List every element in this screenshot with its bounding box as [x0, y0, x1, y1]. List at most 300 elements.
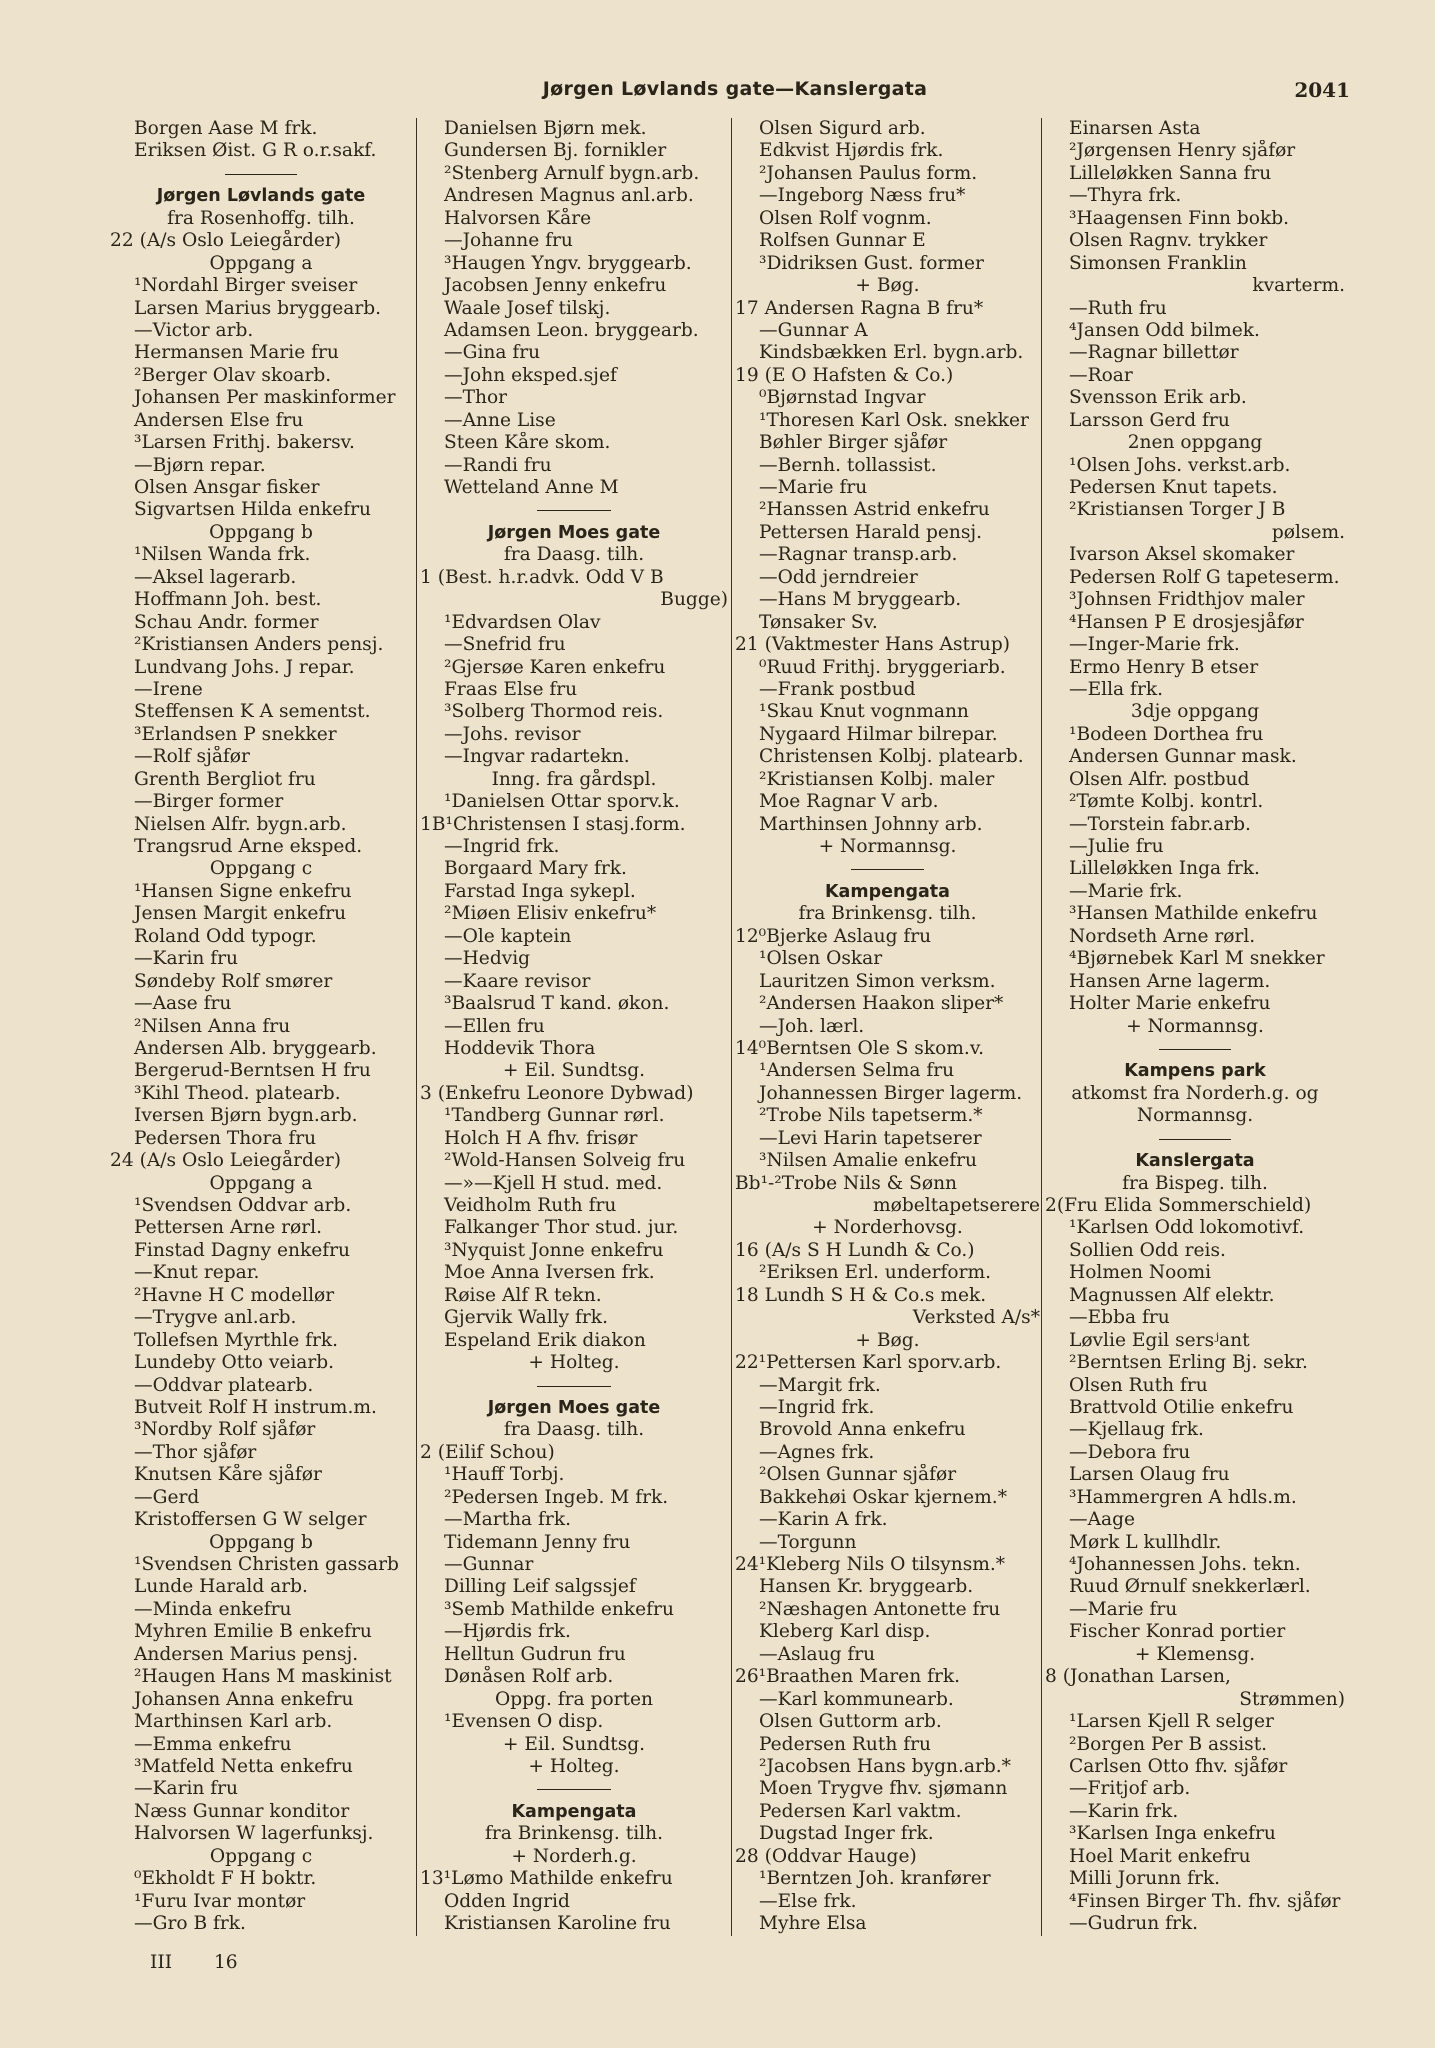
section-divider [420, 1778, 728, 1800]
directory-entry: ¹Hansen Signe enkefru [134, 880, 352, 902]
directory-entry: ²Pedersen Ingeb. M frk. [444, 1486, 669, 1508]
directory-entry: ²Jørgensen Henry sjåfør [1069, 140, 1296, 162]
directory-entry: ²Haugen Hans M maskinist [134, 1666, 392, 1688]
section-note: Oppgang b [209, 521, 313, 543]
directory-entry: kvarterm. [1252, 275, 1345, 297]
directory-entry: —Ragnar billettør [1069, 342, 1239, 364]
directory-entry: —Irene [134, 678, 203, 700]
directory-entry: —Ella frk. [1069, 678, 1164, 700]
directory-entry: ¹Berntzen Joh. kranfører [759, 1868, 991, 1890]
directory-entry: Bergerud-Berntsen H fru [134, 1060, 371, 1082]
directory-entry: Odden Ingrid [444, 1890, 570, 1912]
directory-entry: —Ellen fru [444, 1015, 545, 1037]
section-note: + Holteg. [528, 1755, 620, 1777]
directory-entry: —Ingrid frk. [444, 836, 560, 857]
directory-entry: Verksted A/s* [912, 1307, 1040, 1329]
directory-entry: —Karin fru [134, 1778, 239, 1800]
directory-entry: —Roar [1069, 364, 1133, 386]
directory-entry: —Odd jerndreier [759, 566, 918, 588]
directory-entry: Brovold Anna enkefru [759, 1419, 966, 1441]
directory-entry: —Marie frk. [1069, 880, 1183, 902]
directory-entry: ⁴Johannessen Johs. tekn. [1069, 1554, 1301, 1575]
directory-entry: ¹Tandberg Gunnar rørl. [444, 1105, 665, 1127]
directory-entry: Gundersen Bj. fornikler [444, 140, 667, 162]
directory-entry: —Torstein fabr.arb. [1069, 813, 1251, 835]
directory-entry: Brattvold Otilie enkefru [1069, 1396, 1294, 1418]
directory-entry: —Thor sjåfør [134, 1441, 257, 1463]
section-note: 3dje oppgang [1130, 701, 1260, 723]
directory-entry: ³Baalsrud T kand. økon. [444, 993, 670, 1015]
directory-entry: —John eksped.sjef [444, 364, 617, 386]
directory-entry: Marthinsen Johnny arb. [759, 813, 983, 835]
section-note: atkomst fra Norderh.g. og [1071, 1082, 1319, 1104]
directory-entry: Næss Gunnar konditor [134, 1800, 350, 1822]
directory-entry: Larsson Gerd fru [1069, 409, 1230, 431]
directory-entry: Pedersen Ruth fru [759, 1733, 931, 1755]
directory-entry: Johannessen Birger lagerm. [759, 1082, 1023, 1104]
directory-entry: 1B¹Christensen I stasj.form. [420, 813, 686, 835]
directory-entry: 18 Lundh S H & Co.s mek. [735, 1284, 987, 1306]
directory-entry: 22 (A/s Oslo Leiegårder) [110, 230, 342, 252]
directory-entry: pølsem. [1271, 521, 1345, 543]
section-note: + Norderhovsg. [812, 1217, 963, 1239]
directory-entry: ⁴Jansen Odd bilmek. [1069, 319, 1260, 341]
directory-entry: —Minda enkefru [134, 1598, 292, 1620]
directory-entry: Fischer Konrad portier [1069, 1621, 1286, 1643]
directory-entry: Marthinsen Karl arb. [134, 1711, 333, 1733]
directory-entry: —Bernh. tollassist. [759, 454, 937, 476]
section-note: + Normannsg. [1126, 1015, 1264, 1037]
directory-entry: —Ragnar transp.arb. [759, 544, 958, 566]
directory-entry: Kleberg Karl disp. [759, 1621, 931, 1643]
directory-entry: Finstad Dagny enkefru [134, 1239, 351, 1261]
directory-entry: Farstad Inga sykepl. [444, 880, 636, 902]
directory-entry: Veidholm Ruth fru [444, 1195, 617, 1216]
directory-entry: ¹Danielsen Ottar sporv.k. [444, 791, 680, 813]
directory-entry: —Gina fru [444, 342, 541, 364]
directory-entry: Rolfsen Gunnar E [759, 230, 926, 252]
directory-entry: ⁴Finsen Birger Th. fhv. sjåfør [1069, 1890, 1341, 1912]
directory-entry: Strømmen) [1239, 1688, 1345, 1710]
directory-entry: ³Erlandsen P snekker [134, 723, 337, 745]
directory-entry: —Julie fru [1069, 836, 1164, 857]
directory-entry: ²Gjersøe Karen enkefru [444, 656, 666, 678]
section-note: + Normannsg. [818, 836, 957, 857]
directory-entry: 14⁰Berntsen Ole S skom.v. [735, 1037, 985, 1059]
directory-entry: ¹Hauff Torbj. [444, 1464, 565, 1486]
directory-entry: —Joh. lærl. [759, 1015, 865, 1037]
directory-entry: Jensen Margit enkefru [134, 903, 347, 925]
directory-entry: Iversen Bjørn bygn.arb. [134, 1105, 358, 1127]
directory-entry: Hansen Kr. bryggearb. [759, 1576, 974, 1598]
directory-entry: Steffensen K A sementst. [134, 701, 371, 723]
directory-entry: Fraas Else fru [444, 678, 578, 700]
directory-entry: Nordseth Arne rørl. [1069, 925, 1256, 947]
directory-entry: Mørk L kullhdlr. [1069, 1531, 1222, 1553]
directory-entry: Butveit Rolf H instrum.m. [134, 1396, 377, 1418]
directory-entry: Hoel Marit enkefru [1069, 1845, 1251, 1867]
section-note: fra Brinkensg. tilh. [798, 903, 977, 925]
directory-entry: —Aage [1069, 1509, 1136, 1531]
directory-entry: Knutsen Kåre sjåfør [134, 1464, 322, 1486]
directory-entry: —Levi Harin tapetserer [759, 1127, 982, 1149]
street-heading: Jørgen Moes gate [487, 1397, 661, 1418]
section-note: fra Daasg. tilh. [503, 544, 645, 566]
section-note: fra Rosenhoffg. tilh. [167, 207, 355, 229]
directory-entry: ⁰Ruud Frithj. bryggeriarb. [759, 656, 1006, 678]
directory-entry: Johansen Anna enkefru [134, 1688, 354, 1710]
directory-entry: Magnussen Alf elektr. [1069, 1284, 1275, 1306]
directory-entry: —Kaare revisor [444, 970, 591, 992]
column-4 [1045, 118, 1345, 1963]
directory-entry: —Trygve anl.arb. [134, 1307, 297, 1329]
directory-entry: Jacobsen Jenny enkefru [444, 275, 667, 297]
directory-entry: ²Kristiansen Anders pensj. [134, 634, 384, 656]
directory-entry: ²Miøen Elisiv enkefru* [444, 903, 657, 925]
section-note: 2nen oppgang [1127, 432, 1263, 454]
column-1 [110, 118, 412, 1963]
directory-entry: —Rolf sjåfør [134, 746, 250, 768]
directory-entry: —Debora fru [1069, 1441, 1191, 1463]
page-title: Jørgen Løvlands gate—Kanslergata [542, 78, 928, 100]
section-divider [110, 163, 412, 185]
directory-entry: Andersen Gunnar mask. [1069, 746, 1297, 768]
directory-entry: ¹Furu Ivar montør [134, 1890, 306, 1912]
directory-entry: Halvorsen Kåre [444, 207, 592, 229]
street-heading: Jørgen Løvlands gate [156, 186, 366, 207]
directory-entry: ²Kristiansen Kolbj. maler [759, 768, 995, 790]
directory-entry: Bakkehøi Oskar kjernem.* [759, 1486, 1007, 1508]
directory-entry: Svensson Erik arb. [1069, 387, 1247, 409]
directory-entry: Nygaard Hilmar bilrepar. [759, 723, 998, 745]
directory-entry: —Frank postbud [759, 678, 916, 700]
directory-entry: ³Didriksen Gust. former [759, 252, 984, 274]
directory-entry: —Torgunn [759, 1531, 857, 1553]
directory-entry: ²Borgen Per B assist. [1069, 1733, 1268, 1755]
column-3 [735, 118, 1040, 1963]
directory-entry: Lilleløkken Sanna fru [1069, 162, 1272, 184]
directory-entry: ²Berger Olav skoarb. [134, 364, 332, 386]
directory-entry: —Anne Lise [444, 409, 556, 431]
directory-entry: Bøhler Birger sjåfør [759, 432, 948, 454]
directory-entry: ²Johansen Paulus form. [759, 162, 978, 184]
section-note: Oppg. fra porten [495, 1688, 653, 1710]
directory-entry: Olsen Sigurd arb. [759, 118, 926, 139]
directory-entry: ³Nyquist Jonne enkefru [444, 1239, 664, 1261]
directory-entry: —Randi fru [444, 454, 552, 476]
section-note: Oppgang c [209, 858, 313, 880]
section-note: + Klemensg. [1134, 1643, 1256, 1665]
directory-entry: Milli Jorunn frk. [1069, 1868, 1221, 1890]
directory-entry: ⁰Ekholdt F H boktr. [134, 1868, 317, 1890]
directory-entry: Espeland Erik diakon [444, 1329, 646, 1351]
directory-entry: ²Berntsen Erling Bj. sekr. [1069, 1352, 1308, 1374]
directory-entry: ³Nordby Rolf sjåfør [134, 1419, 316, 1441]
directory-entry: —Karl kommunearb. [759, 1688, 954, 1710]
directory-entry: 2 (Eilif Schou) [420, 1441, 555, 1463]
column-divider [416, 118, 417, 1936]
directory-entry: —Karin fru [134, 948, 239, 970]
directory-entry: Carlsen Otto fhv. sjåfør [1069, 1755, 1288, 1777]
section-note: + Norderh.g. [511, 1845, 637, 1867]
directory-entry: ⁴Bjørnebek Karl M snekker [1069, 948, 1325, 970]
directory-entry: ¹Nordahl Birger sveiser [134, 275, 358, 297]
directory-entry: —Inger-Marie frk. [1069, 634, 1240, 656]
directory-entry: ²Wold-Hansen Solveig fru [444, 1150, 686, 1172]
directory-entry: Larsen Marius bryggearb. [134, 297, 382, 319]
directory-entry: Pedersen Thora fru [134, 1127, 317, 1149]
directory-entry: 2(Fru Elida Sommerschield) [1045, 1195, 1312, 1216]
directory-entry: Adamsen Leon. bryggearb. [444, 319, 699, 341]
directory-entry: Pedersen Karl vaktm. [759, 1800, 962, 1822]
directory-entry: ¹Edvardsen Olav [444, 611, 601, 633]
directory-entry: —Ingvar radartekn. [444, 746, 630, 768]
section-note: fra Brinkensg. tilh. [484, 1823, 663, 1845]
directory-entry: Pedersen Rolf G tapeteserm. [1069, 566, 1340, 588]
directory-entry: Borgaard Mary frk. [444, 858, 627, 880]
directory-entry: Ermo Henry B etser [1069, 656, 1259, 678]
directory-entry: Myhre Elsa [759, 1913, 867, 1934]
directory-entry: Larsen Olaug fru [1069, 1464, 1230, 1486]
directory-entry: —Aase fru [134, 993, 232, 1015]
directory-entry: Lauritzen Simon verksm. [759, 970, 996, 992]
directory-entry: 22¹Pettersen Karl sporv.arb. [735, 1352, 1002, 1374]
directory-entry: Moe Anna Iversen frk. [444, 1262, 655, 1284]
directory-entry: ³Hansen Mathilde enkefru [1069, 903, 1318, 925]
directory-entry: —Agnes frk. [759, 1441, 875, 1463]
section-note: fra Daasg. tilh. [503, 1419, 645, 1441]
directory-entry: ¹Thoresen Karl Osk. snekker [759, 409, 1029, 431]
directory-entry: Olsen Ruth fru [1069, 1374, 1208, 1396]
directory-entry: ¹Skau Knut vognmann [759, 701, 969, 723]
directory-entry: Sigvartsen Hilda enkefru [134, 499, 371, 521]
section-note: Oppgang a [209, 1172, 313, 1194]
directory-entry: Einarsen Asta [1069, 118, 1201, 139]
directory-entry: —Knut repar. [134, 1262, 260, 1284]
page-header [120, 78, 1350, 108]
directory-entry: —Martha frk. [444, 1509, 571, 1531]
directory-entry: —Thyra frk. [1069, 185, 1182, 207]
directory-entry: Olsen Ragnv. trykker [1069, 230, 1268, 252]
street-heading: Kampengata [511, 1801, 637, 1822]
directory-entry: —Marie fru [1069, 1598, 1178, 1620]
directory-entry: Holter Marie enkefru [1069, 993, 1271, 1015]
section-divider [420, 1375, 728, 1397]
directory-entry: —Johs. revisor [444, 723, 581, 745]
section-note: Oppgang a [209, 252, 313, 274]
directory-entry: 24¹Kleberg Nils O tilsynsm.* [735, 1554, 1006, 1575]
directory-entry: Kindsbækken Erl. bygn.arb. [759, 342, 1024, 364]
directory-entry: ¹Bodeen Dorthea fru [1069, 723, 1264, 745]
directory-entry: Hansen Arne lagerm. [1069, 970, 1271, 992]
directory-entry: Lilleløkken Inga frk. [1069, 858, 1260, 880]
directory-entry: Ruud Ørnulf snekkerlærl. [1069, 1576, 1311, 1598]
directory-entry: ²Nilsen Anna fru [134, 1015, 291, 1037]
directory-entry: Holch H A fhv. frisør [444, 1127, 638, 1149]
directory-entry: —Karin A frk. [759, 1509, 888, 1531]
directory-entry: Løvlie Egil sersʲant [1069, 1329, 1250, 1351]
directory-entry: —Gro B frk. [134, 1913, 246, 1934]
directory-entry: —Hedvig [444, 948, 531, 970]
directory-entry: Røise Alf R tekn. [444, 1284, 602, 1306]
directory-entry: ²Kristiansen Torger J B [1069, 499, 1286, 521]
directory-entry: Gjervik Wally frk. [444, 1307, 608, 1329]
directory-entry: —Ruth fru [1069, 297, 1167, 319]
section-note: + Bøg. [855, 1329, 920, 1351]
column-2 [420, 118, 728, 1963]
directory-entry: Lunde Harald arb. [134, 1576, 308, 1598]
directory-entry: ³Haagensen Finn bokb. [1069, 207, 1290, 229]
directory-entry: ¹Karlsen Odd lokomotivf. [1069, 1217, 1305, 1239]
directory-entry: —Victor arb. [134, 319, 254, 341]
column-divider [1041, 118, 1042, 1936]
directory-entry: Falkanger Thor stud. jur. [444, 1217, 679, 1239]
directory-entry: Eriksen Øist. G R o.r.sakf. [134, 140, 377, 162]
directory-entry: Olsen Rolf vognm. [759, 207, 932, 229]
directory-entry: ¹Nilsen Wanda frk. [134, 544, 311, 566]
directory-entry: 17 Andersen Ragna B fru* [735, 297, 984, 319]
directory-entry: Kristoffersen G W selger [134, 1509, 367, 1531]
directory-entry: Holmen Noomi [1069, 1262, 1212, 1284]
section-note: Normannsg. [1136, 1105, 1254, 1127]
directory-entry: —Hans M bryggearb. [759, 589, 962, 611]
directory-entry: Wetteland Anne M [444, 477, 619, 498]
directory-entry: ³Kihl Theod. platearb. [134, 1082, 341, 1104]
directory-entry: Lundvang Johs. J repar. [134, 656, 355, 678]
directory-entry: Trangsrud Arne eksped. [134, 836, 363, 857]
directory-entry: Simonsen Franklin [1069, 252, 1247, 274]
directory-entry: ¹Olsen Johs. verkst.arb. [1069, 454, 1291, 476]
directory-entry: 24 (A/s Oslo Leiegårder) [110, 1150, 342, 1172]
directory-entry: Pedersen Knut tapets. [1069, 477, 1278, 498]
section-note: + Bøg. [855, 275, 920, 297]
directory-entry: —Else frk. [759, 1890, 857, 1912]
directory-entry: Hermansen Marie fru [134, 342, 339, 364]
directory-entry: Søndeby Rolf smører [134, 970, 333, 992]
directory-entry: Hoddevik Thora [444, 1037, 596, 1059]
directory-entry: Dønåsen Rolf arb. [444, 1666, 614, 1688]
directory-entry: Grenth Bergliot fru [134, 768, 316, 790]
directory-entry: ²Andersen Haakon sliper* [759, 993, 1004, 1015]
directory-entry: Schau Andr. former [134, 611, 319, 633]
directory-entry: 26¹Braathen Maren frk. [735, 1666, 961, 1688]
directory-entry: Roland Odd typogr. [134, 925, 317, 947]
directory-entry: 12⁰Bjerke Aslaug fru [735, 925, 932, 947]
directory-entry: —Snefrid fru [444, 634, 566, 656]
directory-entry: —Gunnar [444, 1554, 534, 1575]
directory-entry: ³Semb Mathilde enkefru [444, 1598, 674, 1620]
directory-entry: Johansen Per maskinformer [134, 387, 396, 409]
directory-entry: Andresen Magnus anl.arb. [444, 185, 694, 207]
directory-entry: 8 (Jonathan Larsen, [1045, 1666, 1231, 1688]
directory-entry: Bb¹-²Trobe Nils & Sønn [735, 1172, 958, 1194]
directory-entry: Tollefsen Myrthle frk. [134, 1329, 339, 1351]
directory-entry: Pettersen Arne rørl. [134, 1217, 322, 1239]
directory-entry: 28 (Oddvar Hauge) [735, 1845, 917, 1867]
street-heading: Jørgen Moes gate [487, 522, 661, 543]
directory-entry: 1 (Best. h.r.advk. Odd V B [420, 566, 664, 588]
section-note: + Holteg. [528, 1352, 620, 1374]
section-note: + Eil. Sundtsg. [502, 1060, 646, 1082]
directory-entry: 16 (A/s S H Lundh & Co.) [735, 1239, 975, 1261]
directory-entry: —Aksel lagerarb. [134, 566, 297, 588]
directory-entry: ¹Andersen Selma fru [759, 1060, 955, 1082]
directory-entry: Steen Kåre skom. [444, 432, 611, 454]
directory-entry: —Gerd [134, 1486, 200, 1508]
directory-entry: ³Solberg Thormod reis. [444, 701, 664, 723]
directory-entry: —Fritjof arb. [1069, 1778, 1191, 1800]
directory-entry: Dilling Leif salgssjef [444, 1576, 636, 1598]
directory-entry: ²Eriksen Erl. underform. [759, 1262, 992, 1284]
section-divider [1045, 1038, 1345, 1060]
directory-entry: Helltun Gudrun fru [444, 1643, 626, 1665]
page-footer: III 16 [150, 1952, 238, 1973]
directory-entry: Halvorsen W lagerfunksj. [134, 1823, 374, 1845]
directory-entry: Christensen Kolbj. platearb. [759, 746, 1024, 768]
directory-entry: ¹Olsen Oskar [759, 948, 883, 970]
section-note: Oppgang c [209, 1845, 313, 1867]
directory-entry: ¹Evensen O disp. [444, 1711, 604, 1733]
directory-entry: —Bjørn repar. [134, 454, 266, 476]
page-number: 2041 [1294, 78, 1350, 102]
directory-entry: Pettersen Harald pensj. [759, 521, 983, 543]
directory-entry: Tønsaker Sv. [759, 611, 878, 633]
directory-entry: ³Nilsen Amalie enkefru [759, 1150, 977, 1172]
directory-entry: 3 (Enkefru Leonore Dybwad) [420, 1082, 694, 1104]
directory-entry: —Ingeborg Næss fru* [759, 185, 966, 207]
directory-entry: Edkvist Hjørdis frk. [759, 140, 944, 162]
directory-entry: ³Karlsen Inga enkefru [1069, 1823, 1276, 1845]
directory-entry: Moen Trygve fhv. sjømann [759, 1778, 1008, 1800]
directory-entry: Andersen Marius pensj. [134, 1643, 359, 1665]
directory-entry: —Karin frk. [1069, 1800, 1179, 1822]
directory-entry: —Ingrid frk. [759, 1396, 875, 1418]
section-divider [1045, 1128, 1345, 1150]
directory-entry: Waale Josef tilskj. [444, 297, 611, 319]
directory-entry: ²Næshagen Antonette fru [759, 1598, 1001, 1620]
directory-entry: Hoffmann Joh. best. [134, 589, 322, 611]
directory-entry: ³Haugen Yngv. bryggearb. [444, 252, 692, 274]
directory-entry: Dugstad Inger frk. [759, 1823, 934, 1845]
directory-entry: —Oddvar platearb. [134, 1374, 314, 1396]
directory-entry: —Kjellaug frk. [1069, 1419, 1204, 1441]
directory-entry: —Emma enkefru [134, 1733, 292, 1755]
directory-entry: Olsen Guttorm arb. [759, 1711, 942, 1733]
directory-entry: Moe Ragnar V arb. [759, 791, 939, 813]
directory-entry: —Marie fru [759, 477, 868, 498]
section-divider [735, 858, 1040, 880]
section-note: Inng. fra gårdspl. [491, 768, 657, 790]
directory-entry: ⁴Hansen P E drosjesjåfør [1069, 611, 1304, 633]
directory-entry: ¹Svendsen Oddvar arb. [134, 1195, 352, 1216]
directory-entry: —Margit frk. [759, 1374, 881, 1396]
directory-entry: ²Tømte Kolbj. kontrl. [1069, 791, 1264, 813]
directory-entry: ³Matfeld Netta enkefru [134, 1755, 353, 1777]
directory-entry: ²Hanssen Astrid enkefru [759, 499, 990, 521]
directory-entry: Andersen Alb. bryggearb. [134, 1037, 377, 1059]
directory-entry: Tidemann Jenny fru [444, 1531, 631, 1553]
directory-entry: —Thor [444, 387, 508, 409]
directory-entry: Olsen Ansgar fisker [134, 477, 320, 498]
directory-entry: —Ebba fru [1069, 1307, 1170, 1329]
directory-entry: ³Larsen Frithj. bakersv. [134, 432, 355, 454]
directory-entry: ²Stenberg Arnulf bygn.arb. [444, 162, 700, 184]
directory-entry: 21 (Vaktmester Hans Astrup) [735, 634, 1011, 656]
section-note: + Eil. Sundtsg. [502, 1733, 646, 1755]
directory-entry: ²Havne H C modellør [134, 1284, 335, 1306]
directory-entry: 19 (E O Hafsten & Co.) [735, 364, 954, 386]
directory-entry: Danielsen Bjørn mek. [444, 118, 647, 139]
